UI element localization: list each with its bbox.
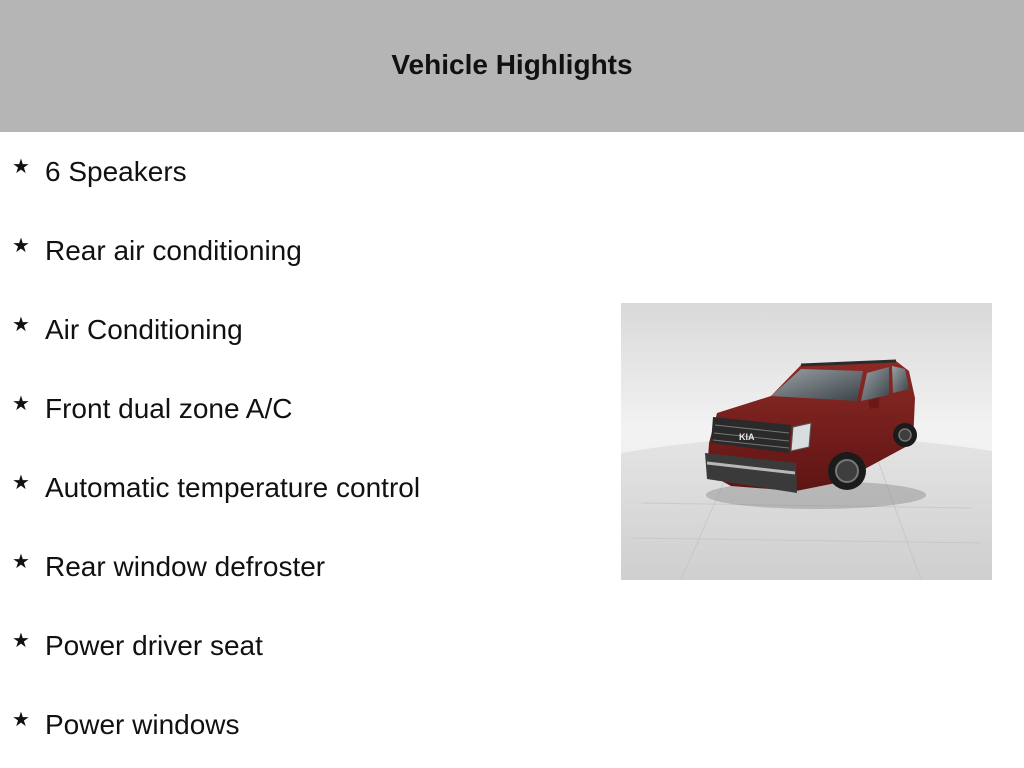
list-item (12, 152, 187, 192)
list-item (12, 310, 243, 350)
star-icon: ★ (12, 156, 30, 178)
highlight-label: Rear air conditioning (45, 235, 302, 266)
star-icon: ★ (12, 235, 30, 257)
star-icon: ★ (12, 551, 30, 573)
star-icon: ★ (12, 393, 30, 415)
header-bar (0, 0, 1024, 132)
highlight-label: Air Conditioning (45, 314, 243, 345)
vehicle-photo (621, 303, 992, 580)
star-icon: ★ (12, 314, 30, 336)
list-item (12, 705, 240, 745)
list-item (12, 389, 292, 429)
highlight-label: Front dual zone A/C (45, 393, 293, 424)
page-title: Vehicle Highlights (391, 49, 633, 80)
highlight-label: Power windows (45, 709, 240, 740)
star-icon: ★ (12, 472, 30, 494)
star-icon: ★ (12, 630, 30, 652)
list-item (12, 547, 325, 587)
star-icon: ★ (12, 709, 30, 731)
highlight-label: Automatic temperature control (45, 472, 421, 503)
list-item (12, 626, 263, 666)
highlight-label: Power driver seat (45, 630, 263, 661)
list-item (12, 231, 302, 271)
list-item (12, 468, 420, 508)
highlight-label: Rear window defroster (45, 551, 326, 582)
svg-text:KIA: KIA (739, 432, 755, 442)
highlight-label: 6 Speakers (45, 156, 187, 187)
